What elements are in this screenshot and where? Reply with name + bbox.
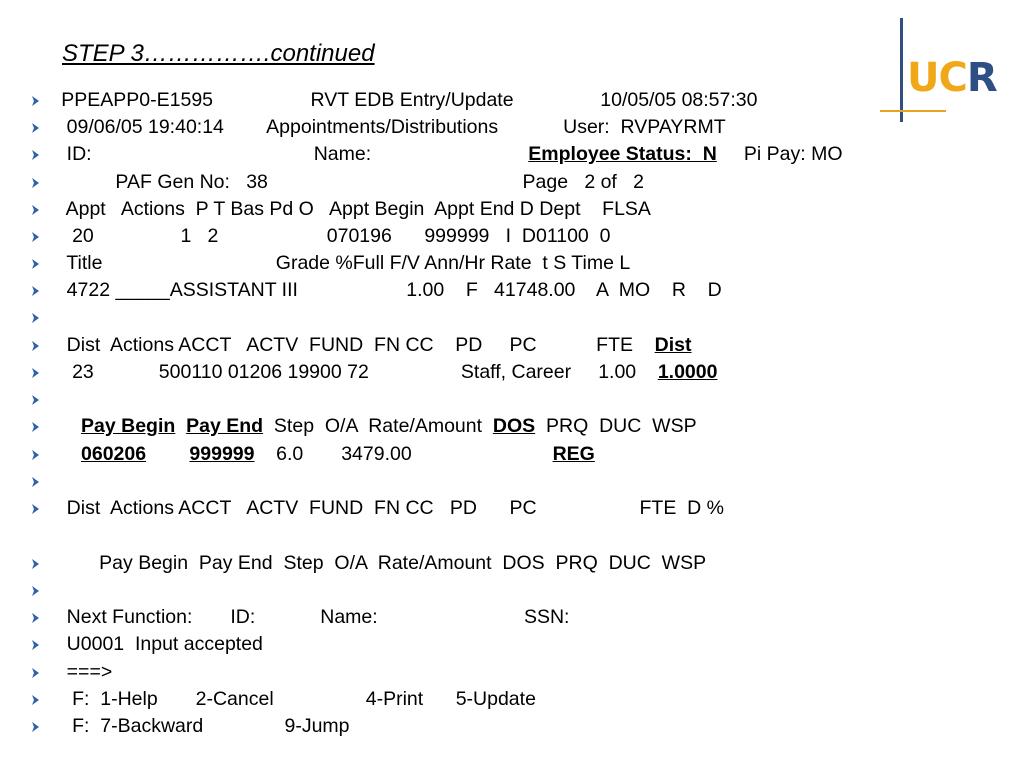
chevron-bullet-icon <box>31 585 41 597</box>
chevron-bullet-icon <box>31 558 41 570</box>
chevron-bullet-icon <box>31 258 41 270</box>
chevron-bullet-icon <box>31 122 41 134</box>
chevron-bullet-icon <box>31 694 41 706</box>
screen-line-header: PPEAPP0-E1595 RVT EDB Entry/Update 10/05/05 08:57:30 <box>45 89 758 111</box>
screen-line-appt-values: 20 1 2 070196 999999 I D01100 0 <box>45 225 611 247</box>
logo-vertical-rule <box>900 18 903 122</box>
screen-line-date-user: 09/06/05 19:40:14 Appointments/Distributions User: RVPAYRMT <box>45 116 726 138</box>
screen-line-next-function: Next Function: ID: Name: SSN: <box>45 606 570 628</box>
screen-line-title-values: 4722 _____ASSISTANT III 1.00 F 41748.00 A MO R D <box>45 279 722 301</box>
screen-line-command-prompt: ===> <box>45 661 113 683</box>
dist-column-label: Dist <box>654 334 692 356</box>
chevron-bullet-icon <box>31 231 41 243</box>
chevron-bullet-icon <box>31 639 41 651</box>
chevron-bullet-icon <box>31 312 41 324</box>
chevron-bullet-icon <box>31 667 41 679</box>
chevron-bullet-icon <box>31 204 41 216</box>
chevron-bullet-icon <box>31 721 41 733</box>
screen-line-function-keys-1: F: 1-Help 2-Cancel 4-Print 5-Update <box>45 688 536 710</box>
page-title: STEP 3…………….continued <box>62 40 375 67</box>
screen-line-pay-header-2: Pay Begin Pay End Step O/A Rate/Amount DOS PRQ DUC WSP <box>45 552 707 574</box>
screen-line-dist-values: 23 500110 01206 19900 72 Staff, Career 1.00 1.0000 <box>45 361 718 383</box>
chevron-bullet-icon <box>31 476 41 488</box>
screen-line-title-header: Title Grade %Full F/V Ann/Hr Rate t S Time L <box>45 252 631 274</box>
screen-line-pay-values: 060206 999999 6.0 3479.00 REG <box>81 443 595 465</box>
chevron-bullet-icon <box>31 394 41 406</box>
logo-horizontal-rule <box>880 110 946 112</box>
employee-status-label: Employee Status: N <box>528 143 717 165</box>
screen-line-id-name: ID: Name: Employee Status: N Pi Pay: MO <box>45 143 843 165</box>
logo-wordmark: UCR <box>907 55 997 101</box>
chevron-bullet-icon <box>31 95 41 107</box>
chevron-bullet-icon <box>31 177 41 189</box>
chevron-bullet-icon <box>31 612 41 624</box>
chevron-bullet-icon <box>31 449 41 461</box>
ucr-logo <box>880 18 1000 128</box>
chevron-bullet-icon <box>31 503 41 515</box>
chevron-bullet-icon <box>31 149 41 161</box>
screen-line-dist-header: Dist Actions ACCT ACTV FUND FN CC PD PC FTE Dist <box>45 334 692 356</box>
dist-value: 1.0000 <box>657 361 718 383</box>
chevron-bullet-icon <box>31 367 41 379</box>
screen-line-paf-page: PAF Gen No: 38 Page 2 of 2 <box>45 171 644 193</box>
chevron-bullet-icon <box>31 285 41 297</box>
chevron-bullet-icon <box>31 421 41 433</box>
screen-line-function-keys-2: F: 7-Backward 9-Jump <box>45 715 350 737</box>
screen-line-pay-header: Pay Begin Pay End Step O/A Rate/Amount DOS PRQ DUC WSP <box>81 415 697 437</box>
screen-line-dist-header-2: Dist Actions ACCT ACTV FUND FN CC PD PC FTE D % <box>45 497 724 519</box>
chevron-bullet-icon <box>31 340 41 352</box>
screen-line-appt-header: Appt Actions P T Bas Pd O Appt Begin Appt End D Dept FLSA <box>45 198 651 220</box>
screen-line-message: U0001 Input accepted <box>45 633 263 655</box>
